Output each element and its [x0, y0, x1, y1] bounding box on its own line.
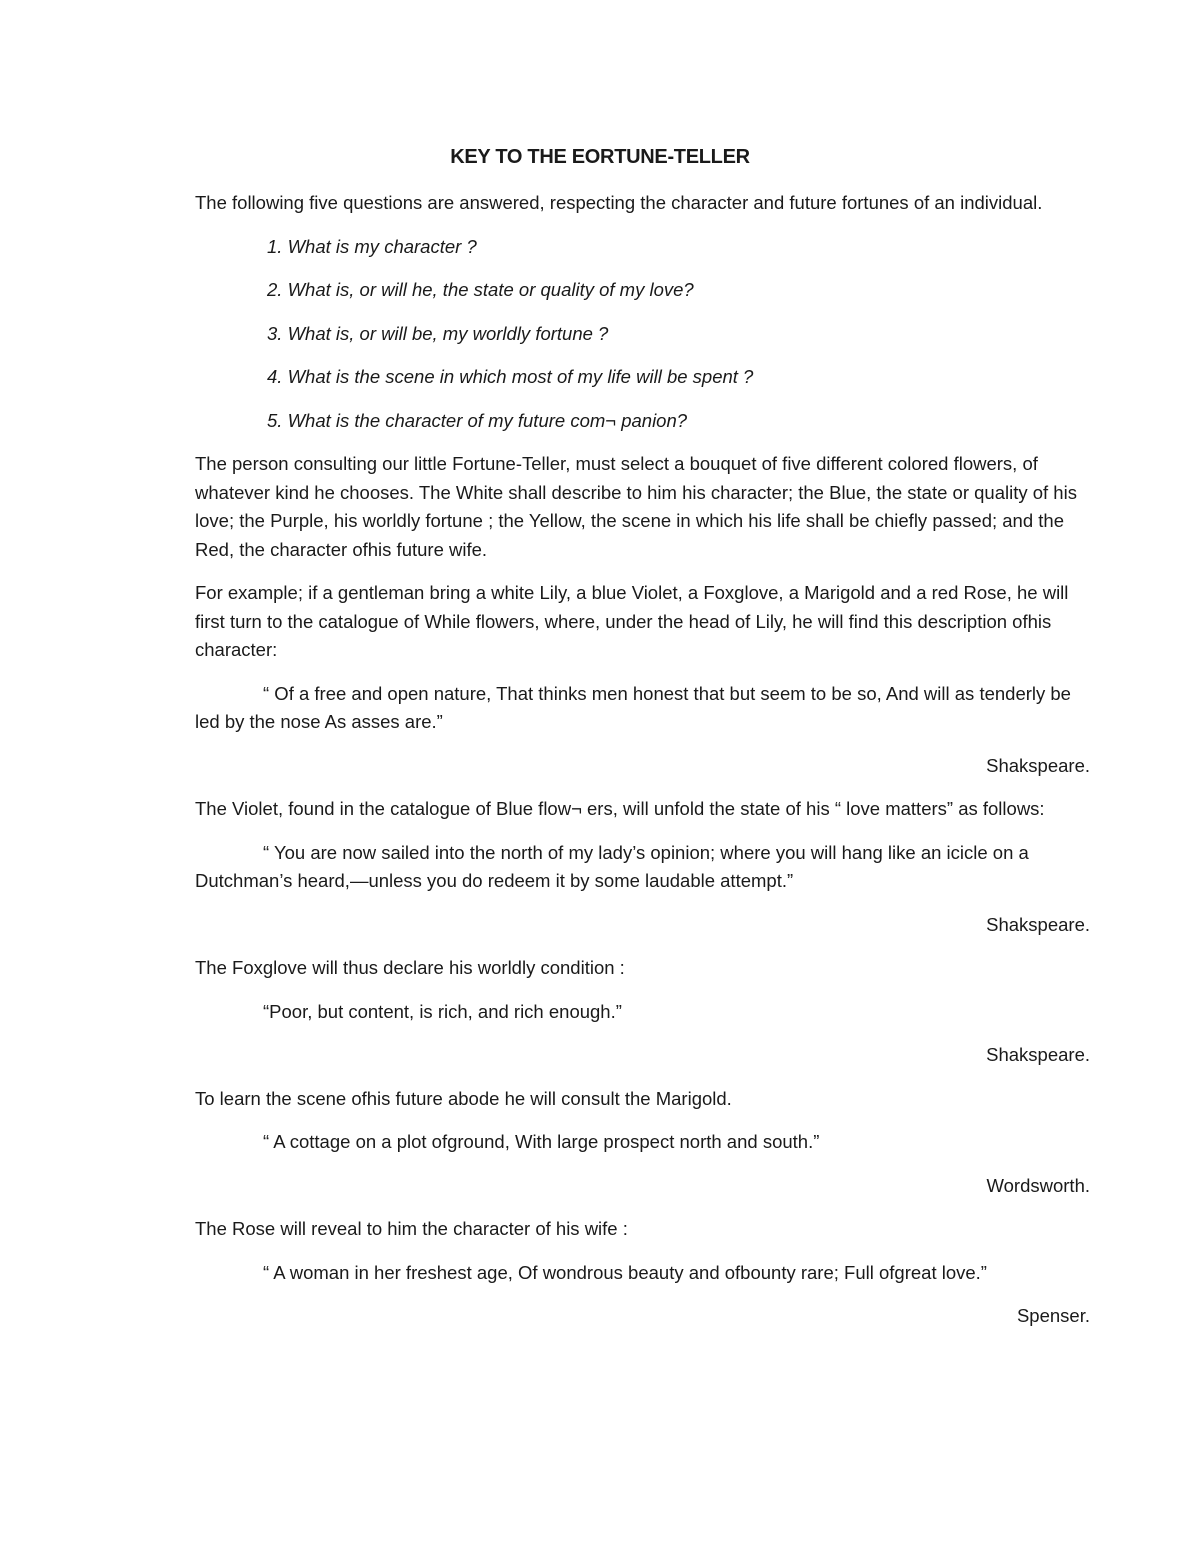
rose-attribution: Spenser.	[1016, 1305, 1090, 1326]
violet-paragraph: The Violet, found in the catalogue of Blue flow¬ ers, will unfold the state of his “ love matters” as follows:	[195, 798, 1045, 819]
question-item: 1. What is my character ?	[267, 235, 477, 257]
rose-quote: “ A woman in her freshest age, Of wondrous beauty and ofbounty rare; Full ofgreat love.”	[263, 1261, 987, 1283]
question-item: 5. What is the character of my future com¬ panion?	[267, 409, 688, 431]
foxglove-quote: “Poor, but content, is rich, and rich enough.”	[263, 1000, 622, 1022]
consult-paragraph: The person consulting our little Fortune-Teller, must select a bouquet of five different colored flowers, of whatever kind he chooses. The White shall describe to him his character; the Blue, the state or quality of his love; the Purple, his worldly fortune ; the Yellow, the scene in which his life shall be chiefly passed; and the Red, the character ofhis future wife.	[195, 453, 1077, 560]
document-title: KEY TO THE EORTUNE-TELLER	[450, 146, 750, 168]
example-paragraph: For example; if a gentleman bring a white Lily, a blue Violet, a Foxglove, a Marigold and a red Rose, he will first turn to the catalogue of While flowers, where, under the head of Lily, he will find this description ofhis character:	[195, 582, 1069, 660]
violet-quote: “ You are now sailed into the north of my lady’s opinion; where you will hang like an icicle on a Dutchman’s heard,—unless you do redeem it by some laudable attempt.”	[195, 841, 1029, 891]
question-item: 3. What is, or will be, my worldly fortune ?	[267, 322, 609, 344]
intro-paragraph: The following five questions are answered, respecting the character and future fortunes of an individual.	[195, 192, 1043, 213]
violet-attribution: Shakspeare.	[986, 913, 1090, 935]
question-item: 4. What is the scene in which most of my life will be spent ?	[267, 366, 754, 387]
question-list	[267, 233, 1090, 436]
lily-attribution: Shakspeare.	[986, 754, 1090, 776]
foxglove-attribution: Shakspeare.	[986, 1044, 1090, 1065]
rose-paragraph: The Rose will reveal to him the character of his wife :	[195, 1218, 628, 1239]
marigold-attribution: Wordsworth.	[986, 1174, 1090, 1196]
foxglove-paragraph: The Foxglove will thus declare his worldly condition :	[195, 957, 625, 978]
question-item: 2. What is, or will he, the state or quality of my love?	[267, 279, 694, 300]
marigold-paragraph: To learn the scene ofhis future abode he will consult the Marigold.	[195, 1087, 732, 1109]
lily-quote: “ Of a free and open nature, That thinks men honest that but seem to be so, And will as tenderly be led by the nose As asses are.”	[195, 682, 1071, 732]
marigold-quote: “ A cottage on a plot ofground, With large prospect north and south.”	[263, 1131, 820, 1152]
